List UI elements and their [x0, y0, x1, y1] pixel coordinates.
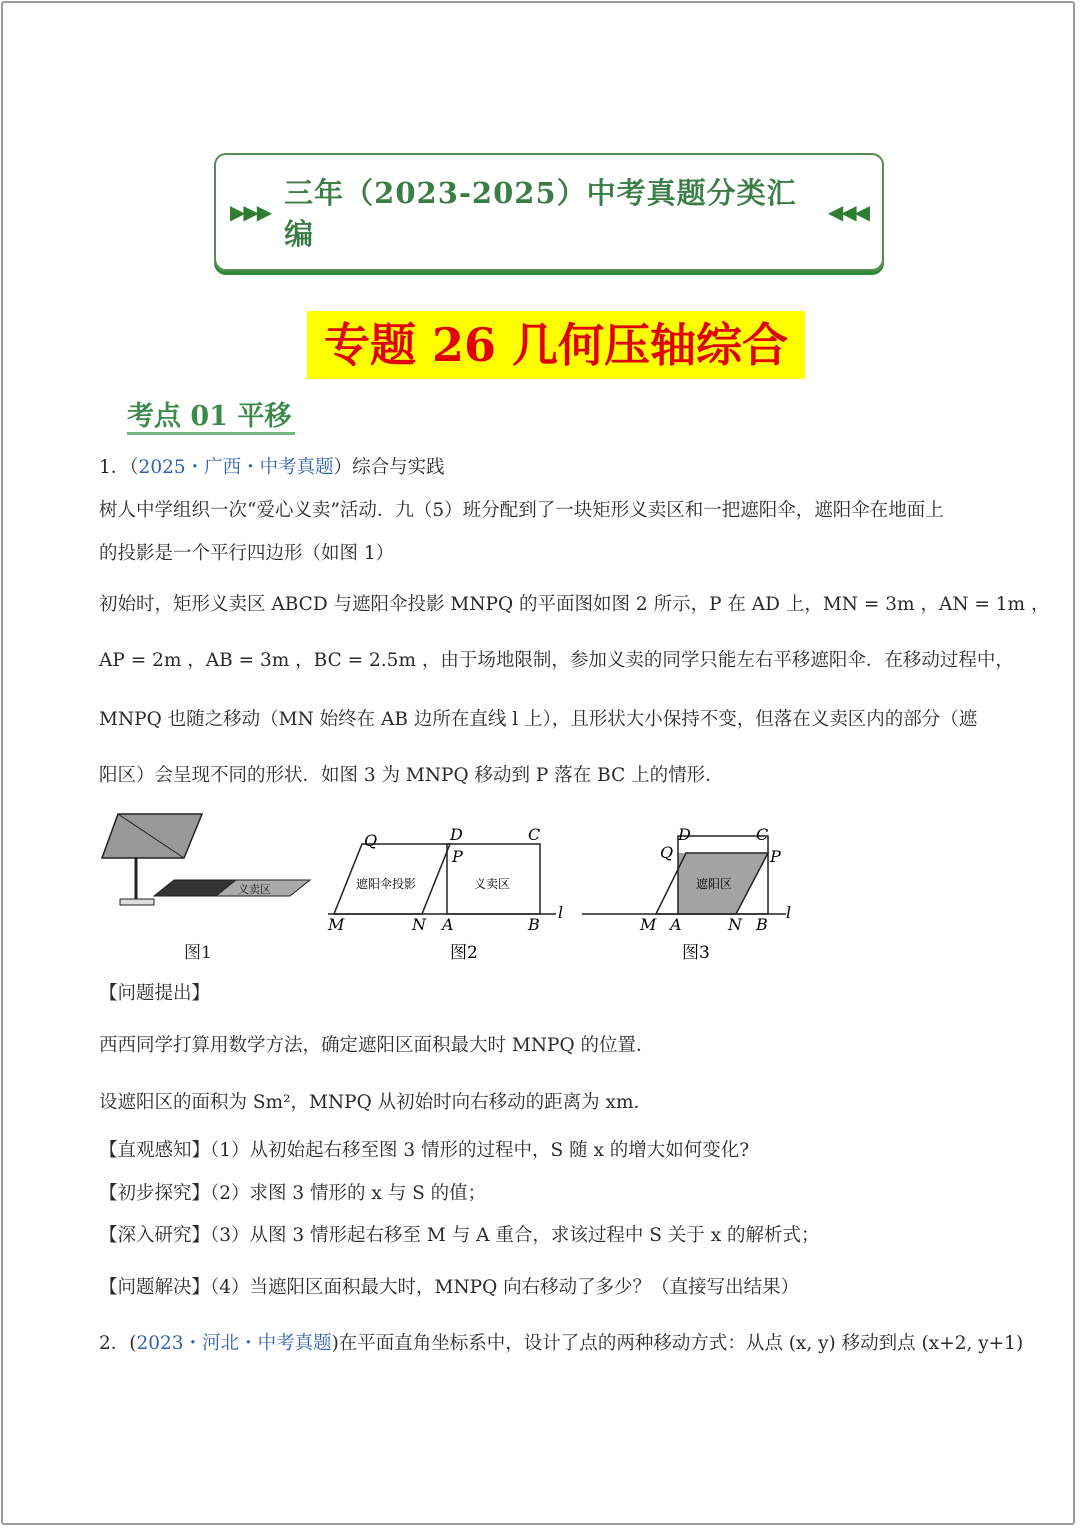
umbrella-base: [120, 899, 154, 905]
q1-paragraph: 设遮阳区的面积为 Sm²，MNPQ 从初始时向右移动的距离为 xm．: [99, 1092, 652, 1113]
fig3-label-n: N: [728, 915, 742, 934]
fig3-label-m: M: [640, 915, 657, 934]
fig2-label-m: M: [328, 915, 345, 934]
q1-paragraph: MNPQ 也随之移动（MN 始终在 AB 边所在直线 l 上），且形状大小保持不变，但落在义卖区内的部分（遮: [99, 709, 978, 730]
fig2-label-b: B: [528, 915, 540, 934]
q1-subquestion: 【直观感知】（1）从初始起右移至图 3 情形的过程中，S 随 x 的增大如何变化?: [99, 1140, 750, 1161]
fig3-label-d: D: [678, 825, 691, 844]
fig2-label-q: Q: [364, 831, 378, 850]
q1-source: 2025・广西・中考真题: [138, 457, 334, 478]
fig2-label-a: A: [442, 915, 454, 934]
q1-number: 1．: [99, 457, 130, 478]
q1-problem-title: 【问题提出】: [99, 983, 211, 1004]
q2-number: 2．(: [99, 1333, 137, 1354]
q1-paragraph: AP = 2m ，AB = 3m ，BC = 2.5m ，由于场地限制，参加义卖的同学只能左右平移遮阳伞．在移动过程中，: [99, 650, 1014, 671]
fig2-label-n: N: [412, 915, 426, 934]
header-banner: [214, 153, 884, 271]
q1-paragraph: 西西同学打算用数学方法，确定遮阳区面积最大时 MNPQ 的位置．: [99, 1035, 655, 1056]
fig2-label-l: l: [558, 903, 564, 922]
umbrella-canopy: [102, 814, 202, 858]
q1-subquestion: 【问题解决】（4）当遮阳区面积最大时，MNPQ 向右移动了多少？（直接写出结果）: [99, 1277, 800, 1298]
fig3-label-q: Q: [660, 843, 674, 862]
arrows-left-icon: ▶▶▶: [230, 200, 271, 224]
fig3-label-p: P: [770, 847, 781, 866]
fig2-label-p: P: [452, 847, 463, 866]
q1-paragraph: 初始时，矩形义卖区 ABCD 与遮阳伞投影 MNPQ 的平面图如图 2 所示，P 在 AD 上，MN = 3m ，AN = 1m ，: [99, 594, 1050, 615]
figure-1: [102, 814, 310, 963]
fig1-area-label: 义卖区: [238, 883, 271, 896]
q2-source: 2023・河北・中考真题: [136, 1333, 332, 1354]
banner-text: 三年（2023-2025）中考真题分类汇编: [284, 176, 797, 251]
q1-header: [99, 453, 445, 479]
fig1-caption: 图1: [184, 943, 212, 963]
section-heading: 考点 01 平移: [127, 401, 292, 432]
fig2-label-c: C: [528, 825, 541, 844]
figure-2: [327, 825, 563, 963]
fig2-region-right: 义卖区: [474, 877, 511, 891]
page-title: 专题 26 几何压轴综合: [307, 311, 805, 379]
q1-heading: 综合与实践: [352, 457, 445, 478]
q2-text: )在平面直角坐标系中，设计了点的两种移动方式：从点 (x, y) 移动到点 (x+2, y+1): [331, 1333, 1024, 1354]
figure-3: [582, 825, 791, 963]
fig3-region: 遮阳区: [696, 877, 733, 891]
q1-source-open: （: [129, 457, 139, 478]
q1-paragraph: 阳区）会呈现不同的形状．如图 3 为 MNPQ 移动到 P 落在 BC 上的情形．: [99, 765, 724, 786]
arrows-right-icon: ◀◀◀: [827, 200, 868, 224]
fig3-label-a: A: [670, 915, 682, 934]
fig3-label-l: l: [786, 903, 792, 922]
fig3-label-b: B: [756, 915, 768, 934]
fig2-label-d: D: [450, 825, 463, 844]
figures: [96, 806, 816, 966]
fig2-caption: 图2: [450, 943, 478, 963]
section-underline: [127, 432, 295, 435]
q1-paragraph: 树人中学组织一次“爱心义卖”活动．九（5）班分配到了一块矩形义卖区和一把遮阳伞，遮阳伞在地面上: [99, 500, 944, 521]
fig3-caption: 图3: [682, 943, 710, 963]
fig2-region-left: 遮阳伞投影: [356, 877, 417, 891]
q2-header: [99, 1329, 1023, 1355]
q1-paragraph: 的投影是一个平行四边形（如图 1）: [99, 543, 395, 564]
q1-subquestion: 【深入研究】（3）从图 3 情形起右移至 M 与 A 重合，求该过程中 S 关于 x 的解析式；: [99, 1225, 820, 1246]
q1-subquestion: 【初步探究】（2）求图 3 情形的 x 与 S 的值；: [99, 1183, 487, 1204]
fig3-label-c: C: [756, 825, 769, 844]
q1-source-close: ）: [333, 457, 353, 478]
